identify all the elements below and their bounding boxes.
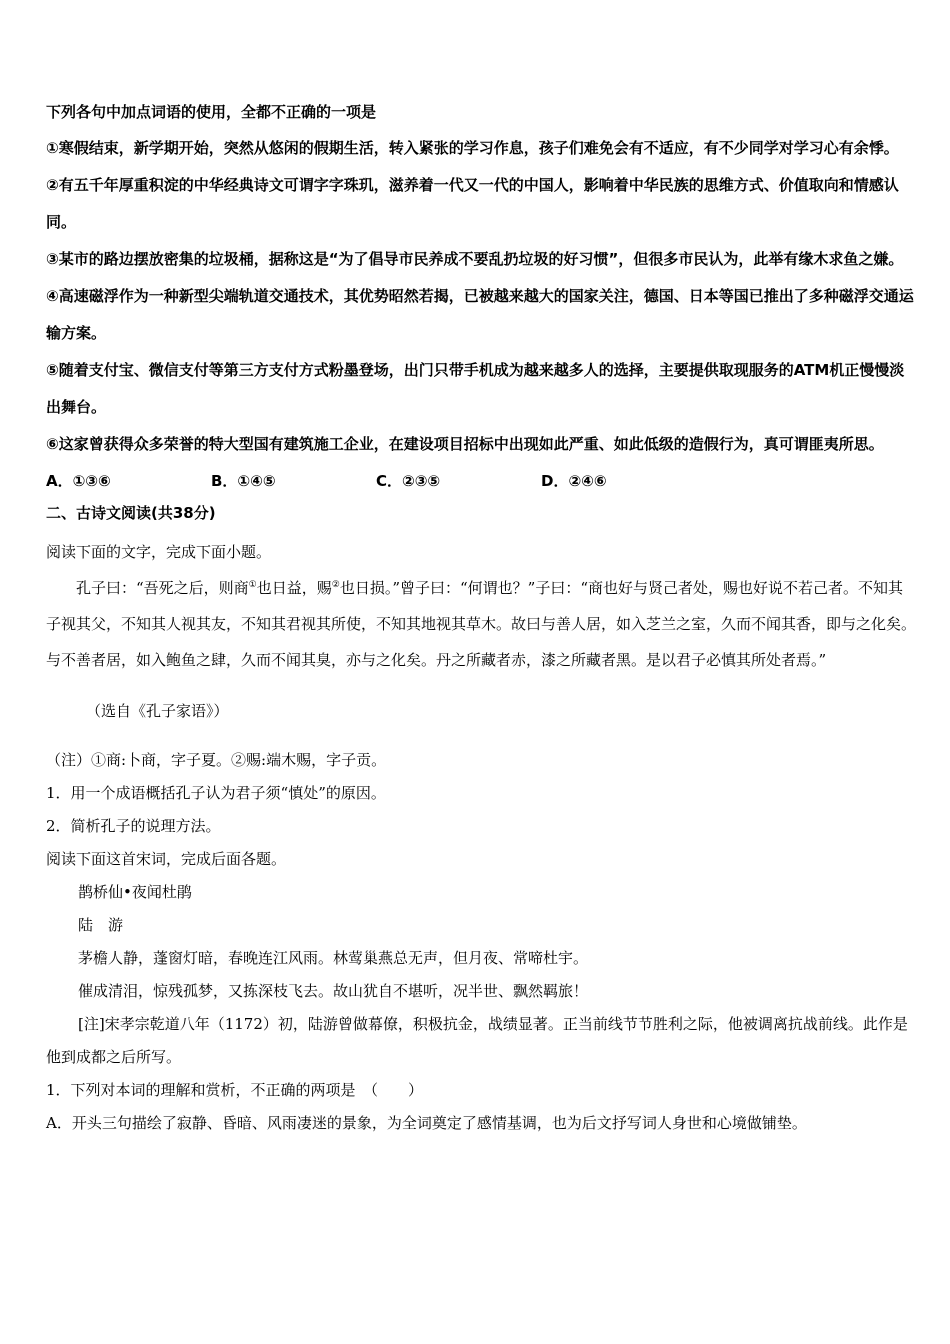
passage-part: 也日损。”曾子曰：“何谓也？”子曰：“商也好与贤己者处，赐也好说不若己者。不知其子视其父，不知其人视其友，不知其君视其所使，不知其地视其草木。故曰与善人居，如入芝兰之室，久而不闻其香，即与之化矣。与不善者居，如入鲍鱼之肆，久而不闻其臭，亦与之化矣。丹之所藏者赤，漆之所藏者黑。是以君子必慎其所处者焉。” (46, 579, 917, 669)
annotation: （注）①商:卜商，字子夏。②赐:端木赐，字子贡。 (46, 751, 387, 769)
passage-part: 也日益，赐 (256, 579, 332, 597)
sentence-item: ②有五千年厚重积淀的中华经典诗文可谓字字珠玑，滋养着一代又一代的中国人，影响着中华民族的思维方式、价值取向和情感认同。 (46, 176, 899, 231)
exam-page (46, 100, 916, 1140)
poem-author: 陆 游 (78, 916, 124, 934)
sentence-item: ①寒假结束，新学期开始，突然从悠闲的假期生活，转入紧张的学习作息，孩子们难免会有不适应，有不少同学对学习心有余悸。 (46, 139, 899, 157)
poem-note: [注]宋孝宗乾道八年（1172）初，陆游曾做幕僚，积极抗金，战绩显著。正当前线节节胜利之际，他被调离抗战前线。此作是他到成都之后所写。 (46, 1015, 908, 1066)
passage-part: 孔子曰：“吾死之后，则商 (76, 579, 249, 597)
answer-options (46, 465, 916, 497)
sentence-list (46, 130, 916, 463)
sentence-item: ④高速磁浮作为一种新型尖端轨道交通技术，其优势昭然若揭，已被越来越大的国家关注，德国、日本等国已推出了多种磁浮交通运输方案。 (46, 287, 914, 342)
passage-source: （选自《孔子家语》） (86, 702, 229, 720)
poem-line: 茅檐人静，蓬窗灯暗，春晚连江风雨。林莺巢燕总无声，但月夜、常啼杜宇。 (78, 949, 589, 967)
classical-passage (46, 570, 916, 678)
question-1: 1．用一个成语概括孔子认为君子须“慎处”的原因。 (46, 784, 386, 802)
poem-question-1: 1．下列对本词的理解和赏析，不正确的两项是 （ ） (46, 1081, 424, 1099)
poem-title: 鹊桥仙•夜闻杜鹃 (78, 883, 192, 901)
footnote-marker-2: ② (331, 580, 340, 590)
reading-intro: 阅读下面的文字，完成下面小题。 (46, 543, 272, 561)
sentence-item: ⑥这家曾获得众多荣誉的特大型国有建筑施工企业，在建设项目招标中出现如此严重、如此低级的造假行为，真可谓匪夷所思。 (46, 435, 884, 453)
question-stem: 下列各句中加点词语的使用，全都不正确的一项是 (46, 103, 377, 121)
question-2: 2．简析孔子的说理方法。 (46, 817, 221, 835)
option-d[interactable]: D．②④⑥ (541, 472, 607, 490)
poem-option-a[interactable]: A．开头三句描绘了寂静、昏暗、风雨凄迷的景象，为全词奠定了感情基调，也为后文抒写词人身世和心境做铺垫。 (46, 1114, 807, 1132)
footnote-marker-1: ① (248, 580, 257, 590)
option-b[interactable]: B．①④⑤ (211, 472, 276, 490)
reading-intro-2: 阅读下面这首宋词，完成后面各题。 (46, 850, 287, 868)
poem-line: 催成清泪，惊残孤梦，又拣深枝飞去。故山犹自不堪听，况半世、飘然羁旅！ (78, 982, 589, 1000)
section-title: 二、古诗文阅读(共38分) (46, 504, 216, 522)
option-a[interactable]: A．①③⑥ (46, 472, 111, 490)
sentence-item: ⑤随着支付宝、微信支付等第三方支付方式粉墨登场，出门只带手机成为越来越多人的选择，主要提供取现服务的ATM机正慢慢淡出舞台。 (46, 361, 905, 416)
sentence-item: ③某市的路边摆放密集的垃圾桶，据称这是“为了倡导市民养成不要乱扔垃圾的好习惯”，但很多市民认为，此举有缘木求鱼之嫌。 (46, 250, 904, 268)
option-c[interactable]: C．②③⑤ (376, 472, 441, 490)
